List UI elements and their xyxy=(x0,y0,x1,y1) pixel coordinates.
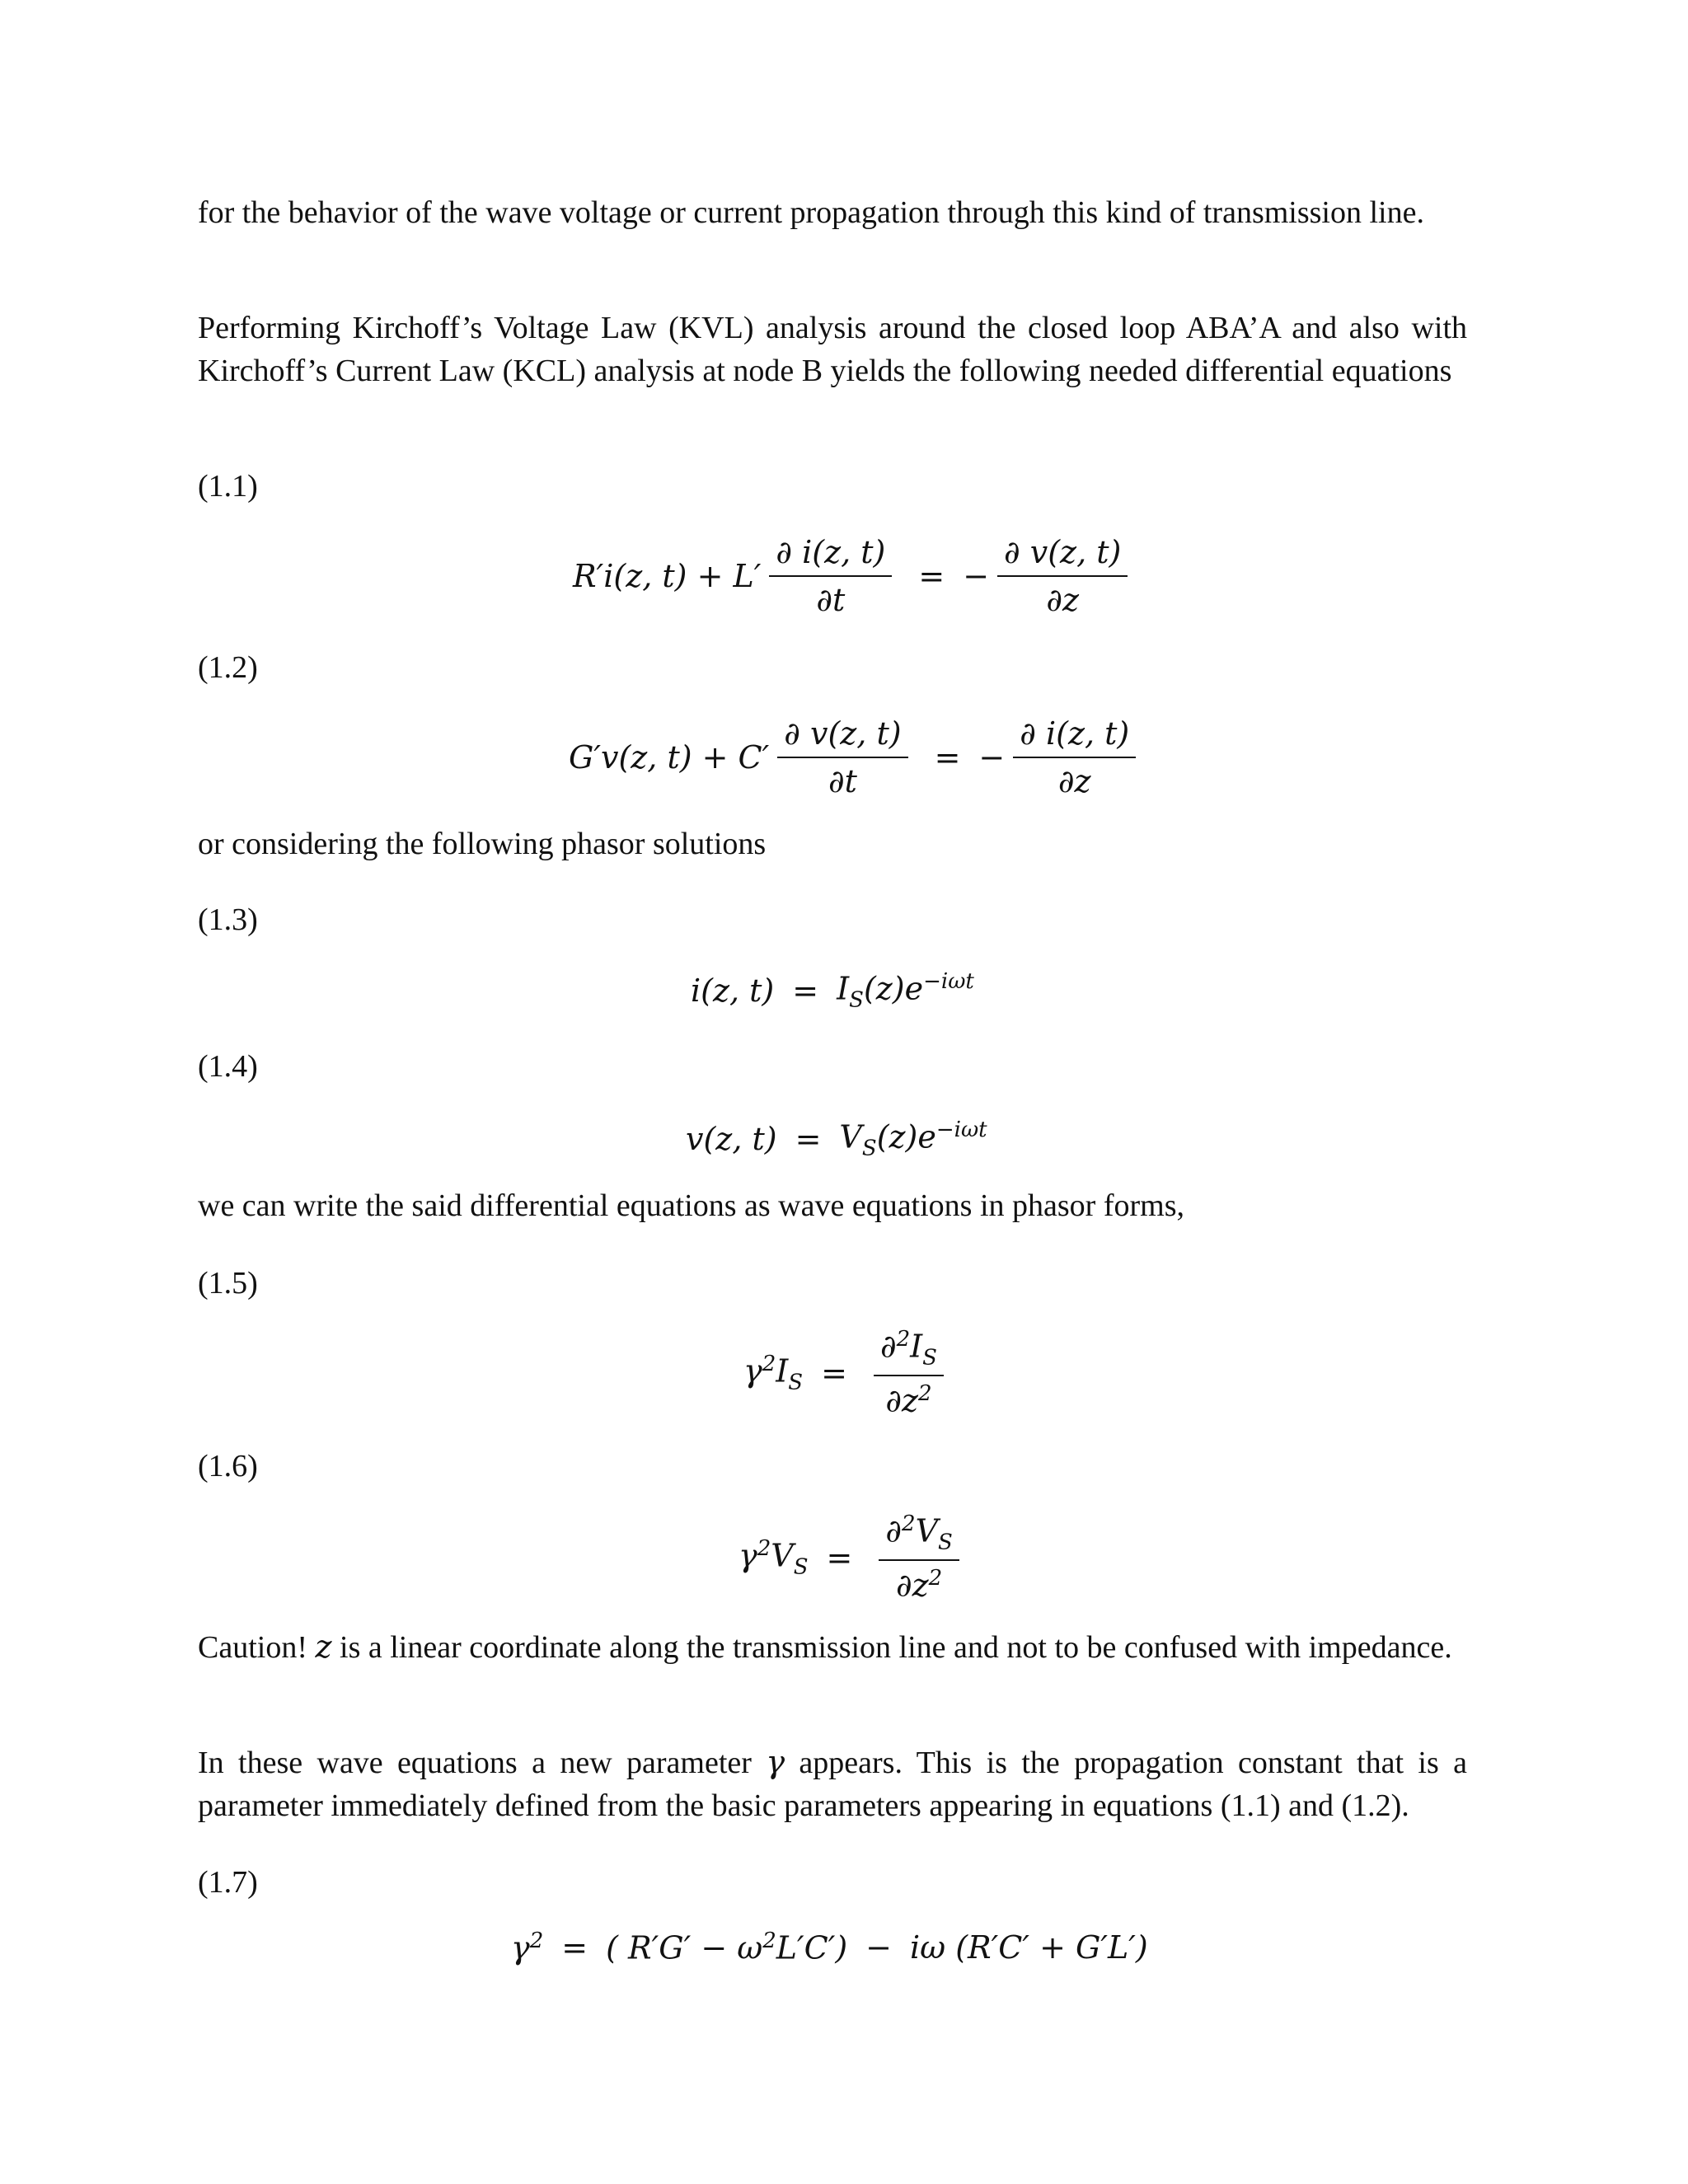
equals-sign: = xyxy=(792,972,819,1010)
eq1-lhs-fraction xyxy=(769,534,892,618)
eq1-rhs-fraction xyxy=(997,534,1128,618)
eq7-real-part: ( $R'G' - \omega^2L'C'$) xyxy=(606,1929,848,1966)
eq1-lhs-numerator: ∂ i(z, t) xyxy=(776,534,886,570)
paragraph-intro: for the behavior of the wave voltage or current propagation through this kind of transmission line. xyxy=(198,195,1424,230)
eq7-imaginary-part: iω (R′C′ + G′L′) xyxy=(910,1929,1148,1966)
eq2-lhs-numerator: ∂ v(z, t) xyxy=(784,715,902,752)
eq3-rhs: $I_S(z)e^{-i\omega t}$ xyxy=(837,969,974,1013)
paragraph-wave-equations: we can write the said differential equations as wave equations in phasor forms, xyxy=(198,1188,1184,1223)
equals-sign: = xyxy=(918,558,945,594)
eq4-lhs: v(z, t) xyxy=(686,1121,777,1158)
equation-1-1 xyxy=(573,534,1136,618)
eq5-fraction xyxy=(874,1327,944,1419)
equation-label-1-2: (1.2) xyxy=(198,650,258,685)
paragraph-propagation-constant: In these wave equations a new parameter γ appears. This is the propagation constant that is a parameter immediately defined from the basic parameters appearing in equations (1.1) and (1.2). xyxy=(198,1744,1468,1823)
eq6-fraction xyxy=(879,1511,959,1604)
equation-1-2 xyxy=(569,715,1144,799)
minus-sign: − xyxy=(978,739,1006,776)
eq6-numerator: $\partial^2V_S$ xyxy=(885,1511,953,1555)
minus-sign: − xyxy=(963,558,990,594)
equation-label-1-1: (1.1) xyxy=(198,469,258,504)
eq2-rhs-denominator: ∂z xyxy=(1057,763,1091,799)
equation-1-3 xyxy=(691,969,974,1012)
equals-sign: = xyxy=(934,739,961,776)
eq2-lhs-term: G′v(z, t) + C′ xyxy=(569,739,770,776)
eq1-lhs-denominator: ∂t xyxy=(816,582,846,618)
eq1-rhs-numerator: ∂ v(z, t) xyxy=(1004,534,1122,570)
equals-sign: = xyxy=(826,1539,853,1576)
equation-1-4 xyxy=(686,1118,987,1160)
equation-label-1-5: (1.5) xyxy=(198,1266,258,1301)
paragraph-caution: Caution! z is a linear coordinate along the transmission line and not to be confused with impedance. xyxy=(198,1629,1452,1665)
eq2-rhs-numerator: ∂ i(z, t) xyxy=(1020,715,1130,752)
eq7-lhs: $\gamma^2$ xyxy=(511,1929,544,1966)
equals-sign: = xyxy=(821,1354,847,1391)
eq2-rhs-fraction xyxy=(1013,715,1136,799)
eq4-rhs: $V_S(z)e^{-i\omega t}$ xyxy=(839,1118,987,1161)
equation-1-5 xyxy=(743,1327,952,1419)
eq6-denominator: $\partial z^2$ xyxy=(896,1566,943,1604)
eq2-lhs-fraction xyxy=(777,715,907,799)
equation-label-1-3: (1.3) xyxy=(198,902,258,937)
equation-1-7 xyxy=(511,1929,1148,1966)
eq2-lhs-denominator: ∂t xyxy=(828,763,857,799)
paragraph-phasor-solutions: or considering the following phasor solutions xyxy=(198,827,767,861)
paragraph-kvl-kcl: Performing Kirchoff’s Voltage Law (KVL) analysis around the closed loop ABA’A and also with Kirchoff’s Current Law (KCL) analysis at node B yields the following needed differential equations xyxy=(198,311,1467,388)
eq6-lhs: $\gamma^2V_S$ xyxy=(738,1535,809,1580)
eq5-lhs: $\gamma^2I_S$ xyxy=(743,1351,804,1395)
equals-sign: = xyxy=(561,1929,588,1966)
eq5-denominator: $\partial z^2$ xyxy=(885,1381,932,1419)
equals-sign: = xyxy=(795,1121,822,1158)
eq1-rhs-denominator: ∂z xyxy=(1046,582,1080,618)
equation-label-1-4: (1.4) xyxy=(198,1049,258,1084)
eq5-numerator: $\partial^2I_S$ xyxy=(879,1327,937,1371)
minus-sign: − xyxy=(865,1929,893,1966)
eq1-lhs-term: R′i(z, t) + L′ xyxy=(573,558,762,594)
equation-1-6 xyxy=(738,1511,968,1604)
equation-label-1-7: (1.7) xyxy=(198,1865,258,1900)
equation-label-1-6: (1.6) xyxy=(198,1449,258,1483)
eq3-lhs: i(z, t) xyxy=(691,972,775,1010)
